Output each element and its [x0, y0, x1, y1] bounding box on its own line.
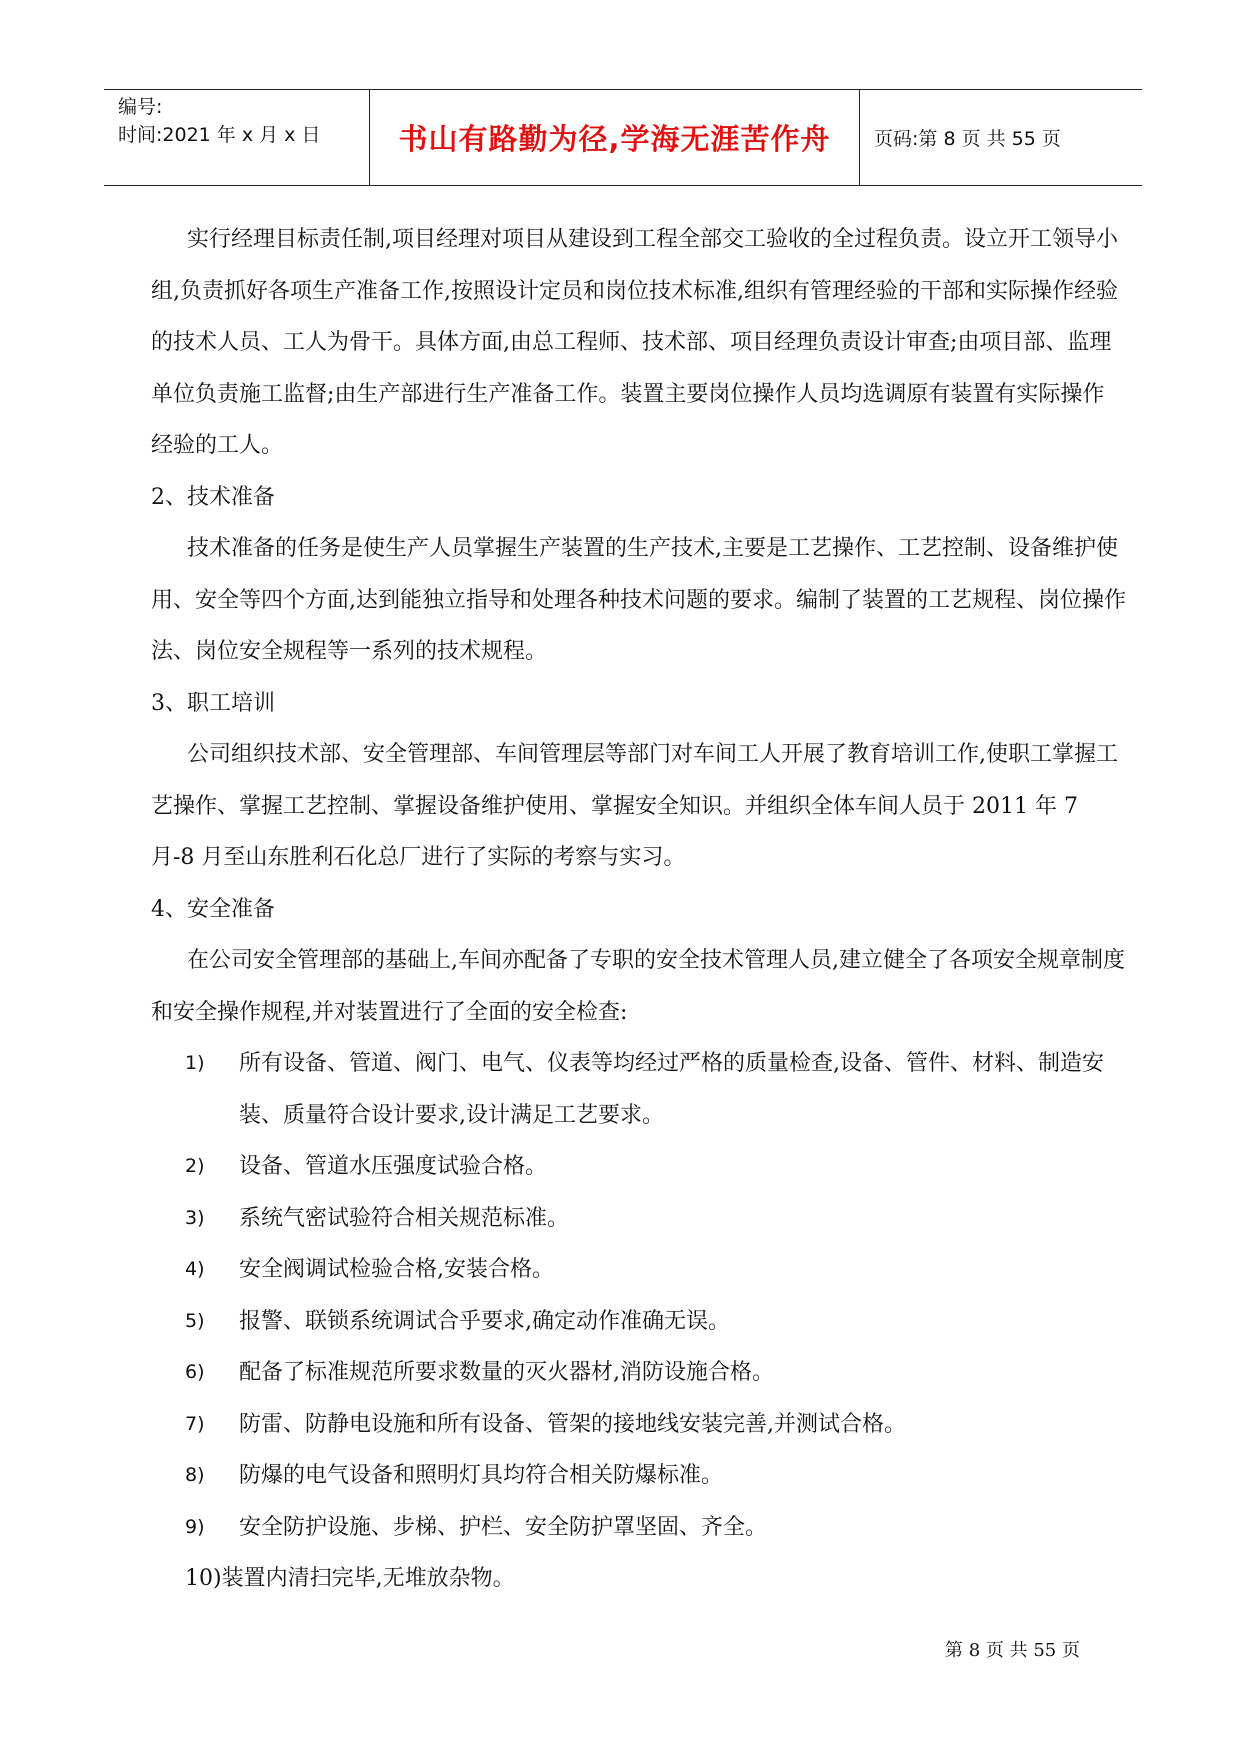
list-item	[151, 1502, 1126, 1554]
list-item-number: 6)	[185, 1361, 205, 1383]
list-item	[151, 1450, 1126, 1502]
document-body	[151, 214, 1126, 1605]
section-heading-technical: 2、技术准备	[151, 484, 275, 510]
motto-text: 书山有路勤为径,学海无涯苦作舟	[398, 122, 831, 156]
list-item-number: 1)	[185, 1052, 205, 1074]
section-heading-training: 3、职工培训	[151, 690, 275, 716]
header-left-cell	[104, 90, 370, 185]
list-item-number: 2)	[185, 1155, 205, 1177]
list-item-text: 安全阀调试检验合格,安装合格。	[239, 1257, 554, 1282]
serial-number-label: 编号:	[118, 96, 163, 118]
list-item-number: 8)	[185, 1464, 205, 1486]
header-right-cell	[860, 90, 1142, 185]
list-item-text: 安全防护设施、步梯、护栏、安全防护罩坚固、齐全。	[239, 1514, 768, 1540]
list-item	[151, 1399, 1126, 1451]
list-item-text: 系统气密试验符合相关规范标准。	[239, 1205, 570, 1231]
list-item-text: 防雷、防静电设施和所有设备、管架的接地线安装完善,并测试合格。	[239, 1411, 906, 1437]
list-item-text: 防爆的电气设备和照明灯具均符合相关防爆标准。	[239, 1463, 724, 1488]
list-item-text: 设备、管道水压强度试验合格。	[239, 1154, 548, 1179]
paragraph-training: 公司组织技术部、安全管理部、车间管理层等部门对车间工人开展了教育培训工作,使职工掌握工艺操作、掌握工艺控制、掌握设备维护使用、掌握安全知识。并组织全体车间人员于 2011 年 7 月-8 月至山东胜利石化总厂进行了实际的考察与实习。	[151, 742, 1118, 870]
list-item	[151, 1244, 1126, 1296]
footer-page-number: 第 8 页 共 55 页	[945, 1640, 1080, 1661]
list-item-text: 报警、联锁系统调试合乎要求,确定动作准确无误。	[239, 1308, 730, 1334]
list-item	[151, 1193, 1126, 1245]
list-item-number: 9)	[185, 1515, 205, 1538]
paragraph-safety: 在公司安全管理部的基础上,车间亦配备了专职的安全技术管理人员,建立健全了各项安全规章制度和安全操作规程,并对装置进行了全面的安全检查:	[151, 948, 1125, 1025]
list-item	[151, 1038, 1126, 1141]
safety-checklist	[151, 1038, 1126, 1605]
list-item-number: 5)	[185, 1309, 205, 1332]
page-header	[104, 89, 1142, 186]
list-item-text: 配备了标准规范所要求数量的灭火器材,消防设施合格。	[239, 1360, 774, 1385]
date-label: 时间:2021 年 x 月 x 日	[118, 124, 321, 146]
section-heading-safety: 4、安全准备	[151, 896, 275, 922]
list-item	[151, 1553, 1126, 1605]
list-item-number: 4)	[185, 1258, 205, 1280]
list-item	[151, 1296, 1126, 1348]
paragraph-technical: 技术准备的任务是使生产人员掌握生产装置的生产技术,主要是工艺操作、工艺控制、设备维护使用、安全等四个方面,达到能独立指导和处理各种技术问题的要求。编制了装置的工艺规程、岗位操作法、岗位安全规程等一系列的技术规程。	[151, 536, 1126, 664]
list-item-text: 装置内清扫完毕,无堆放杂物。	[221, 1566, 515, 1591]
list-item-number: 3)	[185, 1206, 205, 1229]
paragraph-management: 实行经理目标责任制,项目经理对项目从建设到工程全部交工验收的全过程负责。设立开工领导小组,负责抓好各项生产准备工作,按照设计定员和岗位技术标准,组织有管理经验的干部和实际操作经验的技术人员、工人为骨干。具体方面,由总工程师、技术部、项目经理负责设计审查;由项目部、监理单位负责施工监督;由生产部进行生产准备工作。装置主要岗位操作人员均选调原有装置有实际操作经验的工人。	[151, 227, 1118, 458]
header-motto-cell	[370, 90, 860, 185]
page-number-label: 页码:第 8 页 共 55 页	[874, 128, 1061, 150]
list-item	[151, 1141, 1126, 1193]
list-item-number: 7)	[185, 1412, 205, 1435]
list-item-text: 所有设备、管道、阀门、电气、仪表等均经过严格的质量检查,设备、管件、材料、制造安装、质量符合设计要求,设计满足工艺要求。	[239, 1051, 1104, 1128]
list-item-number: 10)	[185, 1566, 222, 1591]
list-item	[151, 1347, 1126, 1399]
